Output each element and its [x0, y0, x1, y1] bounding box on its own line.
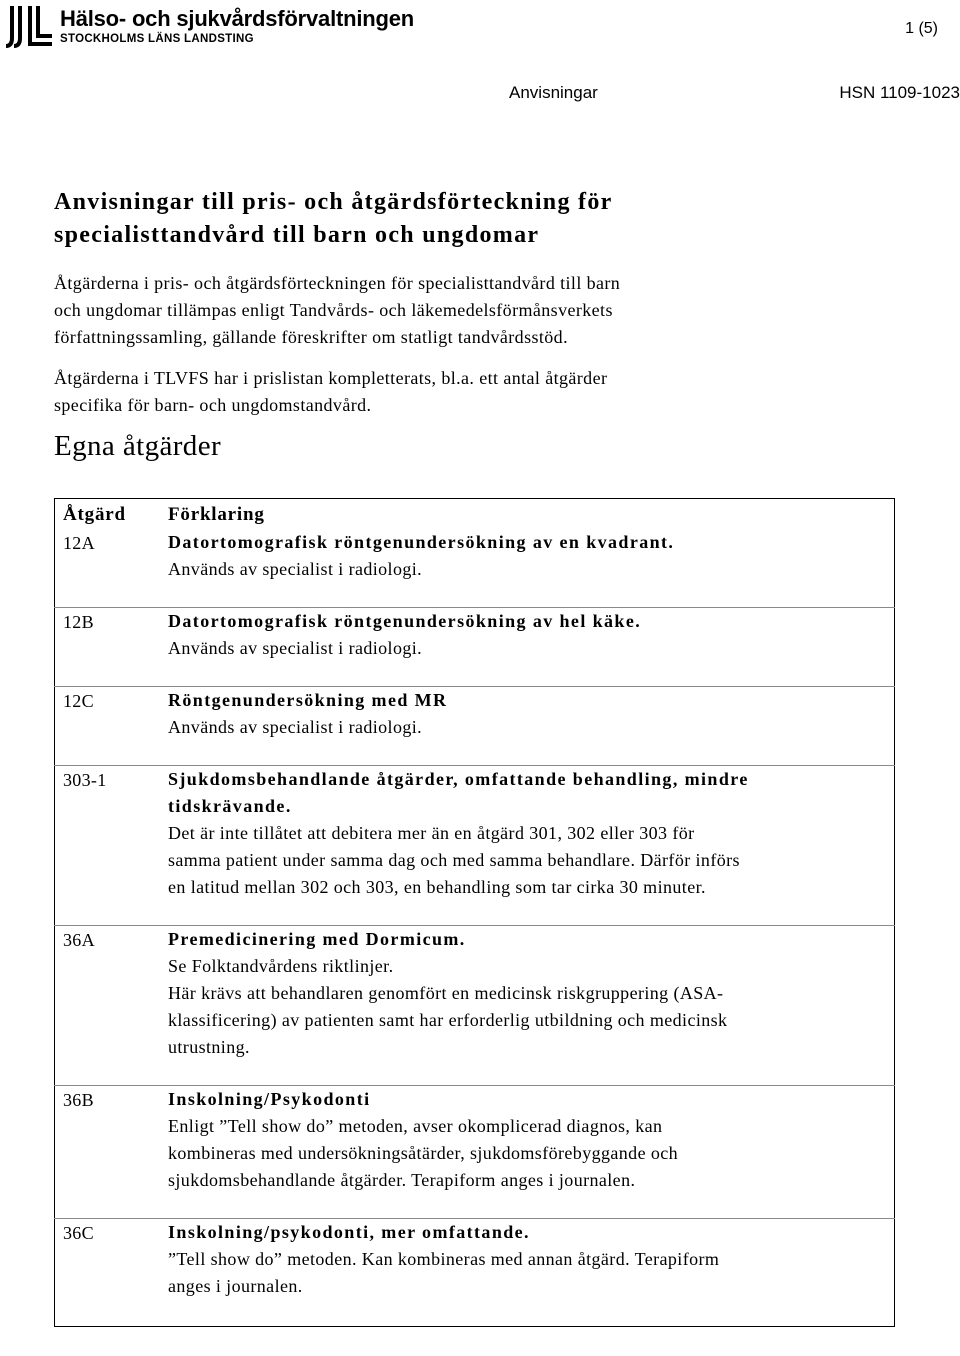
intro-paragraph: [54, 270, 924, 351]
section-heading: Egna åtgärder: [54, 430, 222, 462]
table-row: [55, 608, 895, 687]
measure-title: Inskolning/psykodonti, mer omfattande.: [168, 1222, 530, 1242]
table-row: [55, 1219, 895, 1327]
measure-title: Datortomografisk röntgenundersökning av hel käke.: [168, 611, 642, 631]
title-line-2: specialisttandvård till barn och ungdomar: [54, 222, 540, 248]
measure-description: Det är inte tillåtet att debitera mer än en åtgärd 301, 302 eller 303 för: [168, 823, 695, 843]
table-row: [55, 766, 895, 926]
header-description: Förklaring: [168, 504, 265, 525]
header-code: Åtgärd: [63, 504, 126, 525]
measure-description: ”Tell show do” metoden. Kan kombineras med annan åtgärd. Terapiform: [168, 1249, 720, 1269]
tlvfs-line: specifika för barn- och ungdomstandvård.: [54, 395, 372, 415]
organization-name: Hälso- och sjukvårdsförvaltningen: [60, 6, 415, 31]
measure-code: 12A: [55, 529, 169, 608]
measure-description: utrustning.: [168, 1037, 250, 1057]
table-row: [55, 926, 895, 1086]
measure-title: Röntgenundersökning med MR: [168, 690, 448, 710]
table-row: [55, 687, 895, 766]
header-logo: [6, 4, 414, 50]
measure-title: Premedicinering med Dormicum.: [168, 929, 466, 949]
document-title: [54, 186, 924, 252]
measure-title: Inskolning/Psykodonti: [168, 1089, 371, 1109]
measure-code: 36C: [63, 1223, 94, 1243]
tlvfs-line: Åtgärderna i TLVFS har i prislistan kompletterats, bl.a. ett antal åtgärder: [54, 368, 608, 388]
measure-code: 36B: [55, 1086, 169, 1219]
measure-description: sjukdomsbehandlande åtgärder. Terapiform anges i journalen.: [168, 1170, 636, 1190]
measure-description: Används av specialist i radiologi.: [168, 717, 423, 737]
measure-description: Se Folktandvårdens riktlinjer.: [168, 956, 394, 976]
measure-code: 36A: [55, 926, 169, 1086]
measure-code: 303-1: [55, 766, 169, 926]
document-id: HSN 1109-1023: [839, 83, 960, 102]
sll-logo-icon: [6, 4, 52, 48]
suborganization-name: STOCKHOLMS LÄNS LANDSTING: [60, 33, 254, 45]
document-type: Anvisningar: [509, 83, 598, 102]
measure-description: kombineras med undersökningsåtärder, sjukdomsförebyggande och: [168, 1143, 679, 1163]
measure-description: Används av specialist i radiologi.: [168, 638, 423, 658]
measure-description: klassificering) av patienten samt har erforderlig utbildning och medicinsk: [168, 1010, 728, 1030]
measures-table: [54, 498, 895, 1327]
measure-description: Enligt ”Tell show do” metoden, avser okomplicerad diagnos, kan: [168, 1116, 663, 1136]
table-row: [55, 1086, 895, 1219]
measure-code: 12B: [55, 608, 169, 687]
measure-title: [168, 766, 886, 820]
measure-description: Används av specialist i radiologi.: [168, 559, 423, 579]
measure-description: Här krävs att behandlaren genomfört en medicinsk riskgruppering (ASA-: [168, 983, 724, 1003]
document-body: [54, 186, 924, 464]
tlvfs-paragraph: [54, 365, 924, 419]
measure-code: 12C: [55, 687, 169, 766]
intro-line: och ungdomar tillämpas enligt Tandvårds- och läkemedelsförmånsverkets: [54, 300, 613, 320]
table-row: [55, 529, 895, 608]
measure-title: Datortomografisk röntgenundersökning av en kvadrant.: [168, 532, 675, 552]
intro-line: Åtgärderna i pris- och åtgärdsförteckningen för specialisttandvård till barn: [54, 273, 621, 293]
measure-description: en latitud mellan 302 och 303, en behandling som tar cirka 30 minuter.: [168, 877, 706, 897]
measure-title-line: Sjukdomsbehandlande åtgärder, omfattande behandling, mindre: [168, 769, 749, 789]
intro-line: författningssamling, gällande föreskrifter om statligt tandvårdsstöd.: [54, 327, 568, 347]
measure-title-line: tidskrävande.: [168, 796, 292, 816]
measure-description: anges i journalen.: [168, 1276, 303, 1296]
page-number: 1 (5): [905, 20, 938, 37]
title-line-1: Anvisningar till pris- och åtgärdsförteckning för: [54, 189, 613, 215]
measure-description: samma patient under samma dag och med samma behandlare. Därför införs: [168, 850, 740, 870]
table-header-row: [55, 499, 895, 530]
